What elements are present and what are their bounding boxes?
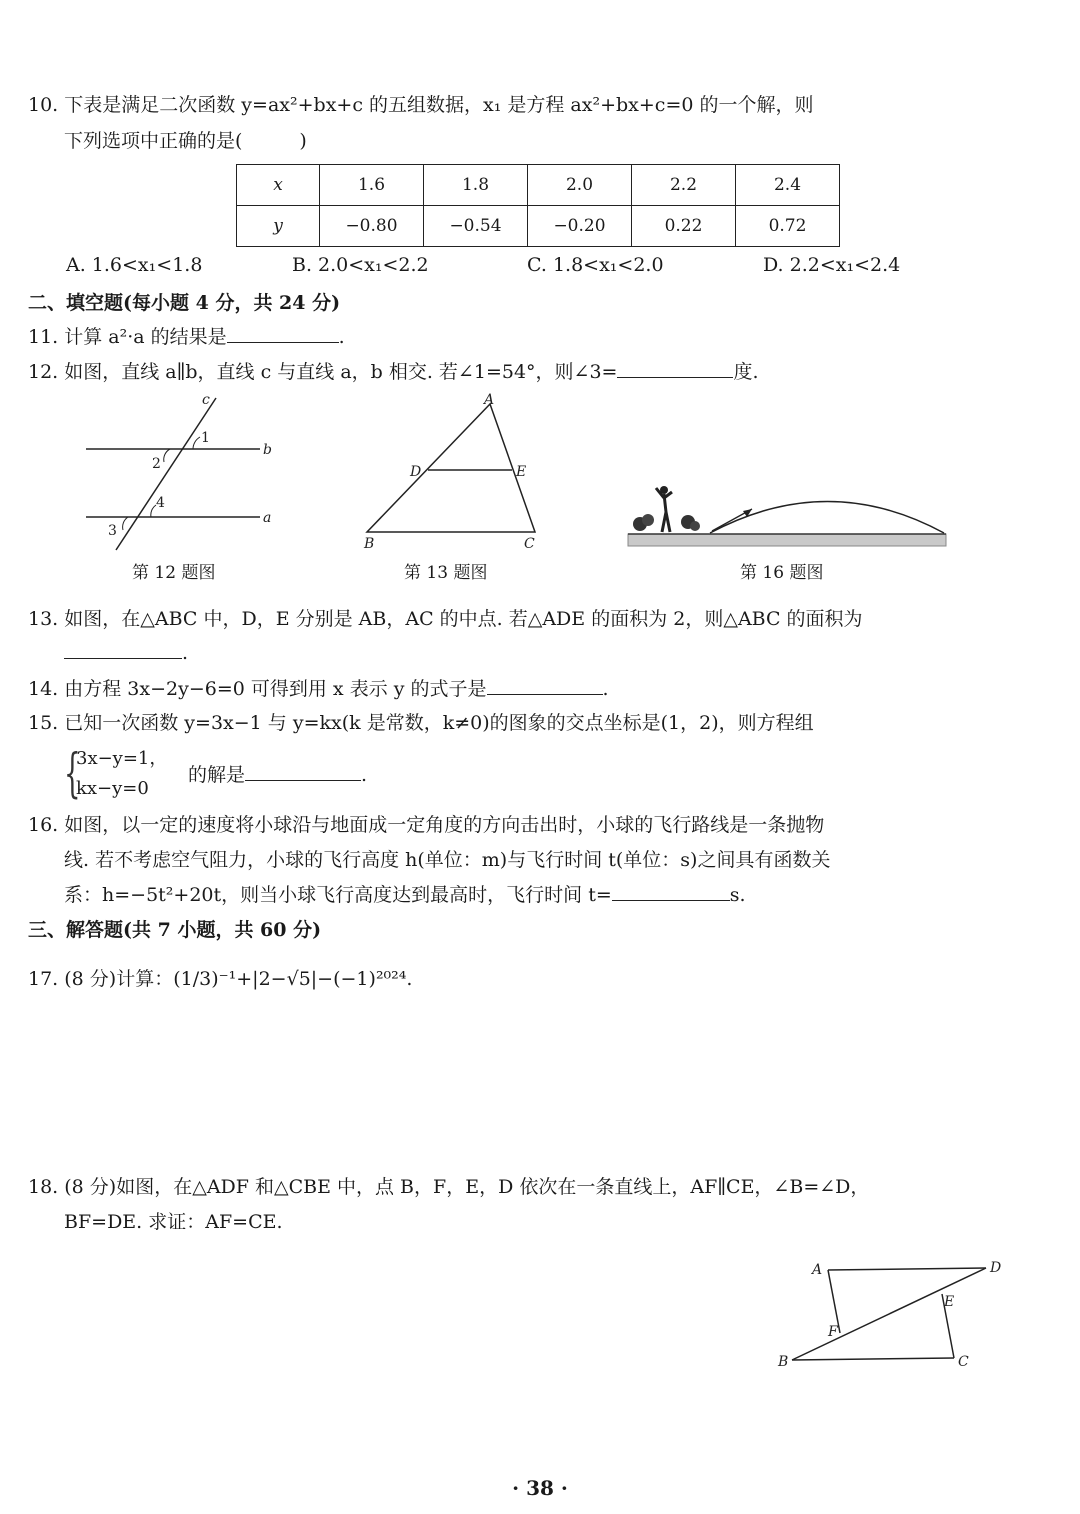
- flight-parabola: [710, 502, 944, 534]
- label-A: A: [812, 1262, 823, 1278]
- angle-3-arc: [123, 517, 128, 530]
- label-D: D: [410, 464, 422, 480]
- q15-equation-system: [64, 744, 167, 804]
- q18-line1: 18. (8 分)如图，在△ADF 和△CBE 中，点 B，F，E，D 依次在一条直线上，AF∥CE，∠B=∠D，: [28, 1176, 870, 1198]
- q13-line2: [64, 636, 188, 670]
- table-cell: 0.22: [632, 206, 736, 247]
- angle-1-arc: [193, 437, 200, 449]
- table-header-y: y: [237, 206, 320, 247]
- q14-answer-blank[interactable]: [487, 672, 603, 695]
- figure-12: [80, 392, 280, 557]
- q15-system-brace: {: [64, 744, 81, 804]
- segment-bc: [792, 1358, 954, 1360]
- label-E: E: [944, 1294, 955, 1310]
- q10-line2: 下列选项中正确的是( ): [64, 130, 307, 152]
- q10-option-b: B. 2.0<x₁<2.2: [292, 254, 429, 276]
- q11: [28, 320, 345, 354]
- table-cell: 2.4: [736, 165, 840, 206]
- label-angle-1: 1: [201, 430, 210, 446]
- q10-option-a: A. 1.6<x₁<1.8: [66, 254, 203, 276]
- figure-13-caption: 第 13 题图: [404, 563, 488, 583]
- figure-16-caption: 第 16 题图: [740, 563, 824, 583]
- q15-line1: 15. 已知一次函数 y=3x−1 与 y=kx(k 是常数，k≠0)的图象的交点坐标是(1，2)，则方程组: [28, 712, 814, 734]
- q13-end: .: [182, 642, 189, 664]
- segment-bd: [792, 1268, 986, 1360]
- q12-text: 12. 如图，直线 a∥b，直线 c 与直线 a，b 相交. 若∠1=54°，则∠3=: [28, 361, 618, 383]
- label-C: C: [958, 1354, 969, 1370]
- figure-12-caption: 第 12 题图: [132, 563, 216, 583]
- label-D: D: [990, 1260, 1002, 1276]
- q14-text: 14. 由方程 3x−2y−6=0 可得到用 x 表示 y 的式子是: [28, 678, 487, 700]
- figure-13: [360, 392, 550, 557]
- table-cell: −0.20: [528, 206, 632, 247]
- q16-line3: [64, 878, 746, 912]
- table-cell: 2.2: [632, 165, 736, 206]
- q18-line2: BF=DE. 求证：AF=CE.: [64, 1211, 283, 1233]
- q15-tail-text: 的解是: [188, 764, 246, 786]
- bush-right: [681, 515, 700, 531]
- q16-answer-blank[interactable]: [612, 878, 730, 901]
- q12: [28, 355, 759, 389]
- page-number: · 38 ·: [512, 1476, 568, 1500]
- table-cell: 1.8: [424, 165, 528, 206]
- q14-end: .: [602, 678, 609, 700]
- q16-end: s.: [729, 884, 746, 906]
- q10-option-c: C. 1.8<x₁<2.0: [527, 254, 664, 276]
- label-angle-2: 2: [152, 456, 161, 472]
- q13-answer-blank[interactable]: [64, 636, 182, 659]
- q11-end: .: [338, 326, 345, 348]
- table-header-x: x: [237, 165, 320, 206]
- q15-end: .: [361, 764, 368, 786]
- table-cell: 2.0: [528, 165, 632, 206]
- q16-line1: 16. 如图，以一定的速度将小球沿与地面成一定角度的方向击出时，小球的飞行路线是一条抛物: [28, 814, 825, 836]
- label-B: B: [778, 1354, 789, 1370]
- q13-line1: 13. 如图，在△ABC 中，D，E 分别是 AB，AC 的中点. 若△ADE 的面积为 2，则△ABC 的面积为: [28, 608, 863, 630]
- q16-line3-text: 系：h=−5t²+20t，则当小球飞行高度达到最高时，飞行时间 t=: [64, 884, 612, 906]
- table-cell: 1.6: [320, 165, 424, 206]
- q15-tail: [188, 758, 367, 790]
- golfer-figure: [656, 486, 672, 532]
- label-F: F: [828, 1324, 838, 1340]
- table-cell: 0.72: [736, 206, 840, 247]
- section-2-heading: 二、填空题(每小题 4 分，共 24 分): [28, 292, 341, 314]
- q11-answer-blank[interactable]: [227, 320, 339, 343]
- label-c: c: [202, 392, 210, 408]
- label-b: b: [263, 442, 272, 458]
- label-C: C: [524, 536, 535, 552]
- section-3-heading: 三、解答题(共 7 小题，共 60 分): [28, 919, 322, 941]
- figure-18: [776, 1258, 1016, 1373]
- q16-line2: 线. 若不考虑空气阻力，小球的飞行高度 h(单位：m)与飞行时间 t(单位：s)之间具有函数关: [64, 849, 831, 871]
- label-angle-4: 4: [156, 495, 165, 511]
- q14: [28, 672, 609, 706]
- q10-option-d: D. 2.2<x₁<2.4: [763, 254, 901, 276]
- triangle-abc: [367, 404, 535, 532]
- ground: [628, 534, 946, 546]
- table-row: [237, 165, 840, 206]
- q12-end: 度.: [733, 361, 759, 383]
- line-c: [116, 398, 216, 550]
- q11-text: 11. 计算 a²·a 的结果是: [28, 326, 227, 348]
- label-A: A: [484, 392, 495, 408]
- q15-answer-blank[interactable]: [245, 758, 361, 781]
- q10-line1: 10. 下表是满足二次函数 y=ax²+bx+c 的五组数据，x₁ 是方程 ax²+bx+c=0 的一个解，则: [28, 94, 814, 116]
- figure-16: [628, 476, 948, 551]
- bush-left: [633, 514, 654, 531]
- label-E: E: [516, 464, 527, 480]
- q12-answer-blank[interactable]: [617, 355, 733, 378]
- table-row: [237, 206, 840, 247]
- q10-data-table: [236, 164, 840, 247]
- table-cell: −0.54: [424, 206, 528, 247]
- label-angle-3: 3: [108, 523, 117, 539]
- q15-eq2: kx−y=0: [76, 778, 149, 799]
- segment-ad: [828, 1268, 986, 1270]
- angle-2-arc: [164, 449, 170, 462]
- label-B: B: [364, 536, 375, 552]
- label-a: a: [263, 510, 272, 526]
- q17-text: 17. (8 分)计算：(1/3)⁻¹+|2−√5|−(−1)²⁰²⁴.: [28, 968, 413, 990]
- table-cell: −0.80: [320, 206, 424, 247]
- q15-eq1: 3x−y=1，: [76, 748, 168, 769]
